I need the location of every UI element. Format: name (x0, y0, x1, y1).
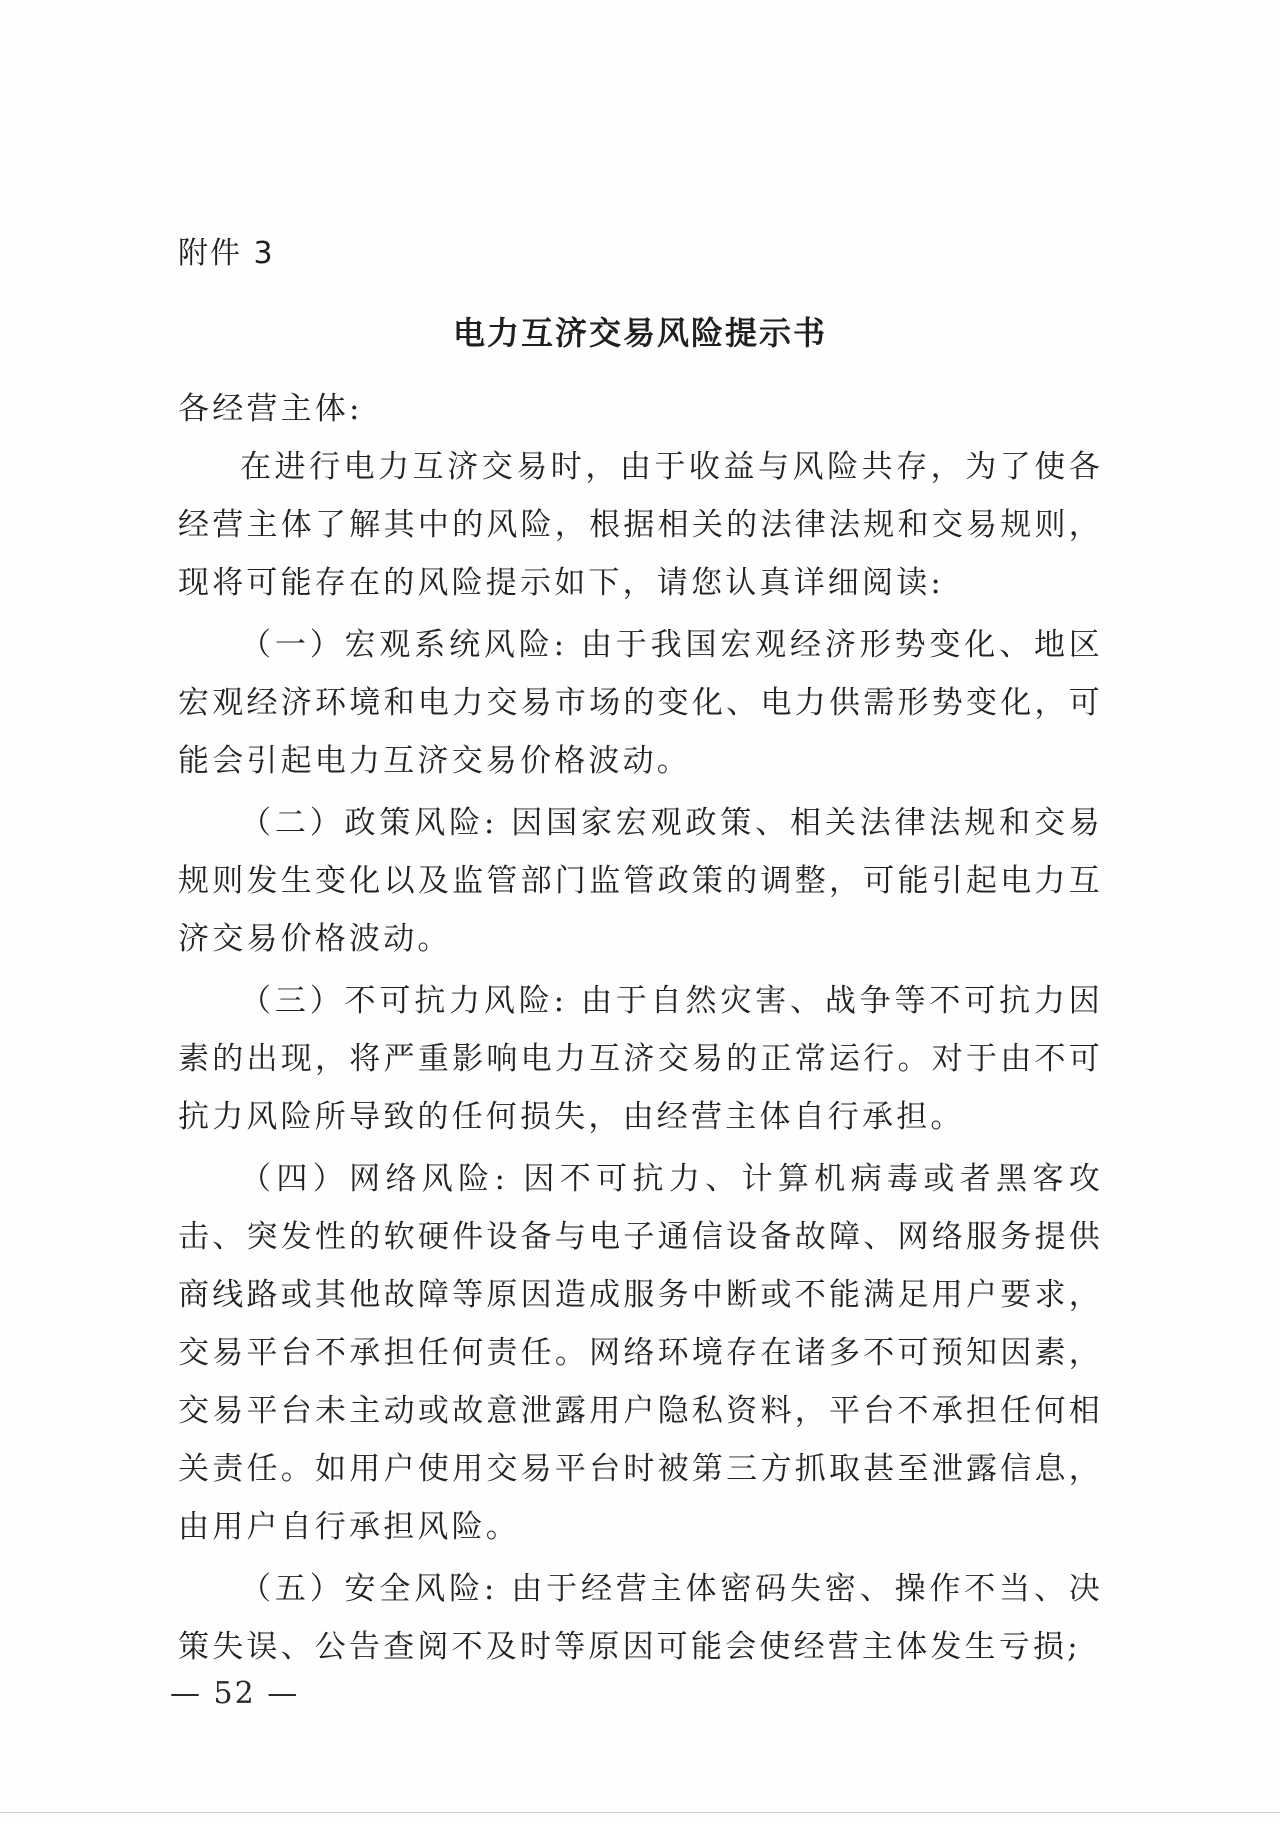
paragraph-network-risk: （四）网络风险: 因不可抗力、计算机病毒或者黑客攻击、突发性的软硬件设备与电子通信设备故障、网络服务提供商线路或其他故障等原因造成服务中断或不能满足用户要求，交易平台不承担任何责任。网络环境存在诸多不可预知因素，交易平台未主动或故意泄露用户隐私资料，平台不承担任何相关责任。如用户使用交易平台时被第三方抓取甚至泄露信息，由用户自行承担风险。 (178, 1161, 1103, 1545)
paragraph-force-majeure-risk: （三）不可抗力风险: 由于自然灾害、战争等不可抗力因素的出现，将严重影响电力互济交易的正常运行。对于由不可抗力风险所导致的任何损失，由经营主体自行承担。 (178, 983, 1103, 1135)
paragraph-intro: 在进行电力互济交易时，由于收益与风险共存，为了使各经营主体了解其中的风险，根据相关的法律法规和交易规则，现将可能存在的风险提示如下，请您认真详细阅读: (178, 449, 1103, 601)
paragraph-security-risk: （五）安全风险: 由于经营主体密码失密、操作不当、决策失误、公告查阅不及时等原因可能会使经营主体发生亏损; (178, 1571, 1103, 1665)
salutation: 各经营主体: (178, 391, 363, 427)
page-edge-line (0, 1812, 1280, 1813)
page-number: — 52 — (170, 1676, 300, 1711)
paragraph-macro-risk: （一）宏观系统风险: 由于我国宏观经济形势变化、地区宏观经济环境和电力交易市场的变化、电力供需形势变化，可能会引起电力互济交易价格波动。 (178, 627, 1103, 779)
paragraph-policy-risk: （二）政策风险: 因国家宏观政策、相关法律法规和交易规则发生变化以及监管部门监管政策的调整，可能引起电力互济交易价格波动。 (178, 805, 1103, 957)
document-body (178, 380, 1103, 1676)
attachment-label: 附件 3 (178, 236, 275, 271)
document-title: 电力互济交易风险提示书 (452, 314, 827, 352)
